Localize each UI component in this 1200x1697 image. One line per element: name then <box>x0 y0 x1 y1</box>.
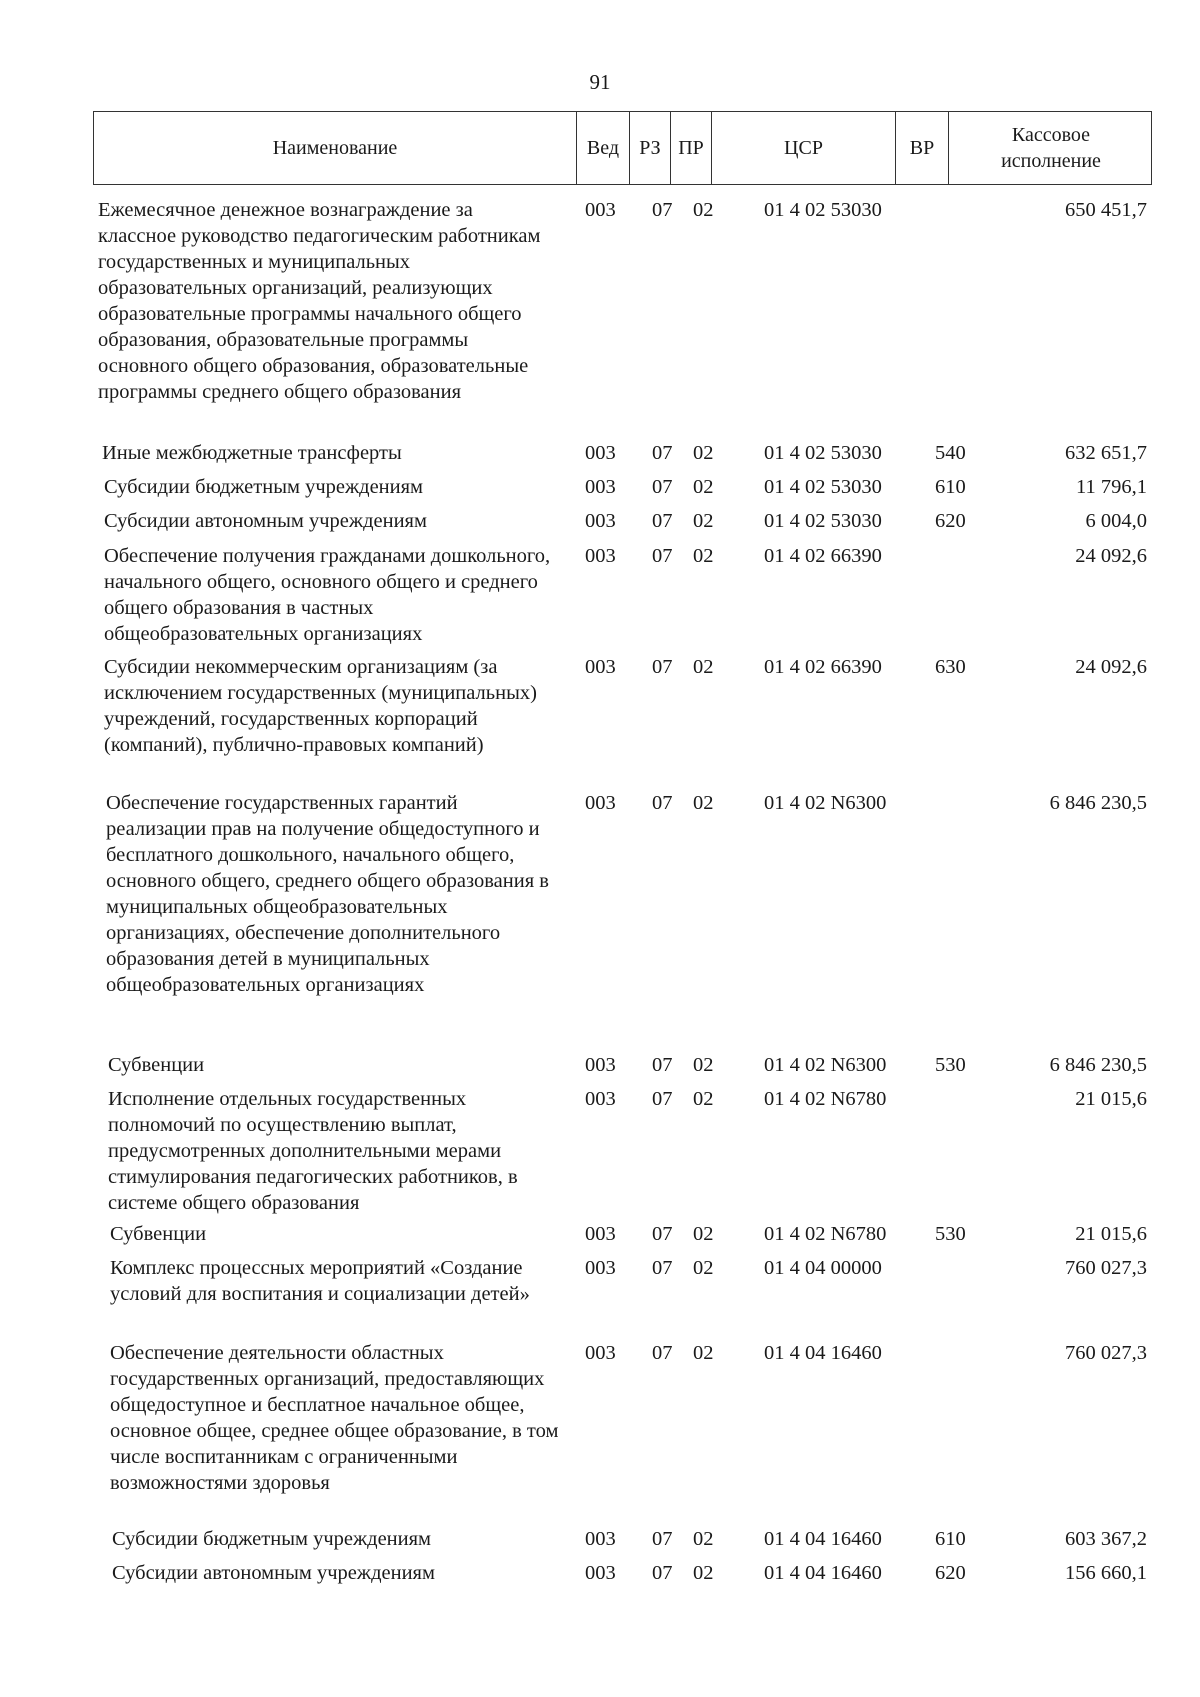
row-pr: 02 <box>693 1342 714 1364</box>
row-pr: 02 <box>693 510 714 532</box>
row-ved: 003 <box>585 510 616 532</box>
header-vr: ВР <box>896 112 949 184</box>
row-ved: 003 <box>585 1223 616 1245</box>
row-ved: 003 <box>585 1562 616 1584</box>
row-csr: 01 4 02 N6780 <box>764 1088 887 1110</box>
row-pr: 02 <box>693 1054 714 1076</box>
row-name: Ежемесячное денежное вознаграждение за классное руководство педагогическим работникам государственных и муниципальных образовательных организаций, реализующих образовательные программы начального общего образования, образовательные программы основного общего образования, образовательные программы среднего общего образования <box>98 199 541 403</box>
row-rz: 07 <box>652 1562 673 1584</box>
row-rz: 07 <box>652 656 673 678</box>
header-ved: Вед <box>577 112 630 184</box>
row-name: Обеспечение получения гражданами дошкольного, начального общего, основного общего и среднего общего образования в частных общеобразовательных организациях <box>104 545 551 645</box>
header-amount: Кассовое исполнение <box>1001 124 1101 172</box>
row-name: Обеспечение государственных гарантий реализации прав на получение общедоступного и бесплатного дошкольного, начального общего, основного общего, среднего общего образования в муниципальных общеобразовательных организациях, обеспечение дополнительного образования детей в муниципальных общеобразовательных организациях <box>106 792 549 996</box>
row-amount: 6 846 230,5 <box>1049 1054 1147 1076</box>
page-number: 91 <box>589 70 611 94</box>
header-pr: ПР <box>671 112 712 184</box>
row-amount: 24 092,6 <box>1075 545 1147 567</box>
row-pr: 02 <box>693 1528 714 1550</box>
row-csr: 01 4 04 16460 <box>764 1528 882 1550</box>
row-name: Исполнение отдельных государственных полномочий по осуществлению выплат, предусмотренных дополнительными мерами стимулирования педагогических работников, в системе общего образования <box>108 1088 518 1214</box>
row-csr: 01 4 04 16460 <box>764 1562 882 1584</box>
row-rz: 07 <box>652 442 673 464</box>
header-csr: ЦСР <box>712 112 896 184</box>
row-rz: 07 <box>652 1088 673 1110</box>
row-amount: 650 451,7 <box>1065 199 1147 221</box>
row-name: Субсидии бюджетным учреждениям <box>112 1528 432 1550</box>
row-rz: 07 <box>652 510 673 532</box>
row-ved: 003 <box>585 1342 616 1364</box>
row-pr: 02 <box>693 1088 714 1110</box>
row-pr: 02 <box>693 656 714 678</box>
row-ved: 003 <box>585 1088 616 1110</box>
row-pr: 02 <box>693 1223 714 1245</box>
header-name: Наименование <box>94 112 577 184</box>
row-amount: 760 027,3 <box>1065 1342 1147 1364</box>
row-amount: 6 846 230,5 <box>1049 792 1147 814</box>
row-csr: 01 4 02 53030 <box>764 510 882 532</box>
row-vr: 540 <box>935 442 966 464</box>
row-amount: 156 660,1 <box>1065 1562 1147 1584</box>
row-ved: 003 <box>585 1528 616 1550</box>
row-pr: 02 <box>693 545 714 567</box>
row-vr: 620 <box>935 510 966 532</box>
row-rz: 07 <box>652 476 673 498</box>
row-csr: 01 4 02 66390 <box>764 545 882 567</box>
row-name: Иные межбюджетные трансферты <box>102 442 402 464</box>
row-ved: 003 <box>585 656 616 678</box>
row-name: Субсидии автономным учреждениям <box>112 1562 435 1584</box>
row-csr: 01 4 02 53030 <box>764 199 882 221</box>
row-vr: 620 <box>935 1562 966 1584</box>
row-csr: 01 4 02 66390 <box>764 656 882 678</box>
row-pr: 02 <box>693 792 714 814</box>
row-amount: 21 015,6 <box>1075 1088 1147 1110</box>
row-ved: 003 <box>585 1054 616 1076</box>
row-rz: 07 <box>652 1054 673 1076</box>
row-ved: 003 <box>585 545 616 567</box>
row-csr: 01 4 04 00000 <box>764 1257 882 1279</box>
row-ved: 003 <box>585 199 616 221</box>
row-rz: 07 <box>652 1528 673 1550</box>
row-amount: 24 092,6 <box>1075 656 1147 678</box>
row-name: Обеспечение деятельности областных государственных организаций, предоставляющих общедоступное и бесплатное начальное общее, основное общее, среднее общее образование, в том числе воспитанникам с ограниченными возможностями здоровья <box>110 1342 559 1494</box>
row-vr: 630 <box>935 656 966 678</box>
row-csr: 01 4 02 N6300 <box>764 792 887 814</box>
row-name: Субсидии некоммерческим организациям (за исключением государственных (муниципальных) учреждений, государственных корпораций (компаний), публично-правовых компаний) <box>104 656 537 756</box>
row-vr: 530 <box>935 1054 966 1076</box>
row-pr: 02 <box>693 476 714 498</box>
row-rz: 07 <box>652 1223 673 1245</box>
row-rz: 07 <box>652 1257 673 1279</box>
row-rz: 07 <box>652 1342 673 1364</box>
row-pr: 02 <box>693 1257 714 1279</box>
row-name: Субвенции <box>110 1223 207 1245</box>
row-ved: 003 <box>585 476 616 498</box>
row-amount: 632 651,7 <box>1065 442 1147 464</box>
row-name: Субвенции <box>108 1054 205 1076</box>
row-vr: 610 <box>935 476 966 498</box>
row-amount: 21 015,6 <box>1075 1223 1147 1245</box>
row-rz: 07 <box>652 792 673 814</box>
header-rz: РЗ <box>630 112 671 184</box>
row-csr: 01 4 04 16460 <box>764 1342 882 1364</box>
row-ved: 003 <box>585 1257 616 1279</box>
row-name: Субсидии автономным учреждениям <box>104 510 427 532</box>
row-amount: 6 004,0 <box>1085 510 1147 532</box>
row-vr: 610 <box>935 1528 966 1550</box>
row-amount: 11 796,1 <box>1076 476 1147 498</box>
row-vr: 530 <box>935 1223 966 1245</box>
row-pr: 02 <box>693 442 714 464</box>
row-csr: 01 4 02 53030 <box>764 442 882 464</box>
row-ved: 003 <box>585 792 616 814</box>
row-pr: 02 <box>693 199 714 221</box>
row-amount: 603 367,2 <box>1065 1528 1147 1550</box>
row-csr: 01 4 02 N6780 <box>764 1223 887 1245</box>
row-pr: 02 <box>693 1562 714 1584</box>
table-header <box>93 111 1152 185</box>
row-name: Комплекс процессных мероприятий «Создание условий для воспитания и социализации детей» <box>110 1257 530 1305</box>
row-rz: 07 <box>652 545 673 567</box>
row-name: Субсидии бюджетным учреждениям <box>104 476 424 498</box>
row-csr: 01 4 02 53030 <box>764 476 882 498</box>
row-amount: 760 027,3 <box>1065 1257 1147 1279</box>
row-rz: 07 <box>652 199 673 221</box>
row-csr: 01 4 02 N6300 <box>764 1054 887 1076</box>
row-ved: 003 <box>585 442 616 464</box>
